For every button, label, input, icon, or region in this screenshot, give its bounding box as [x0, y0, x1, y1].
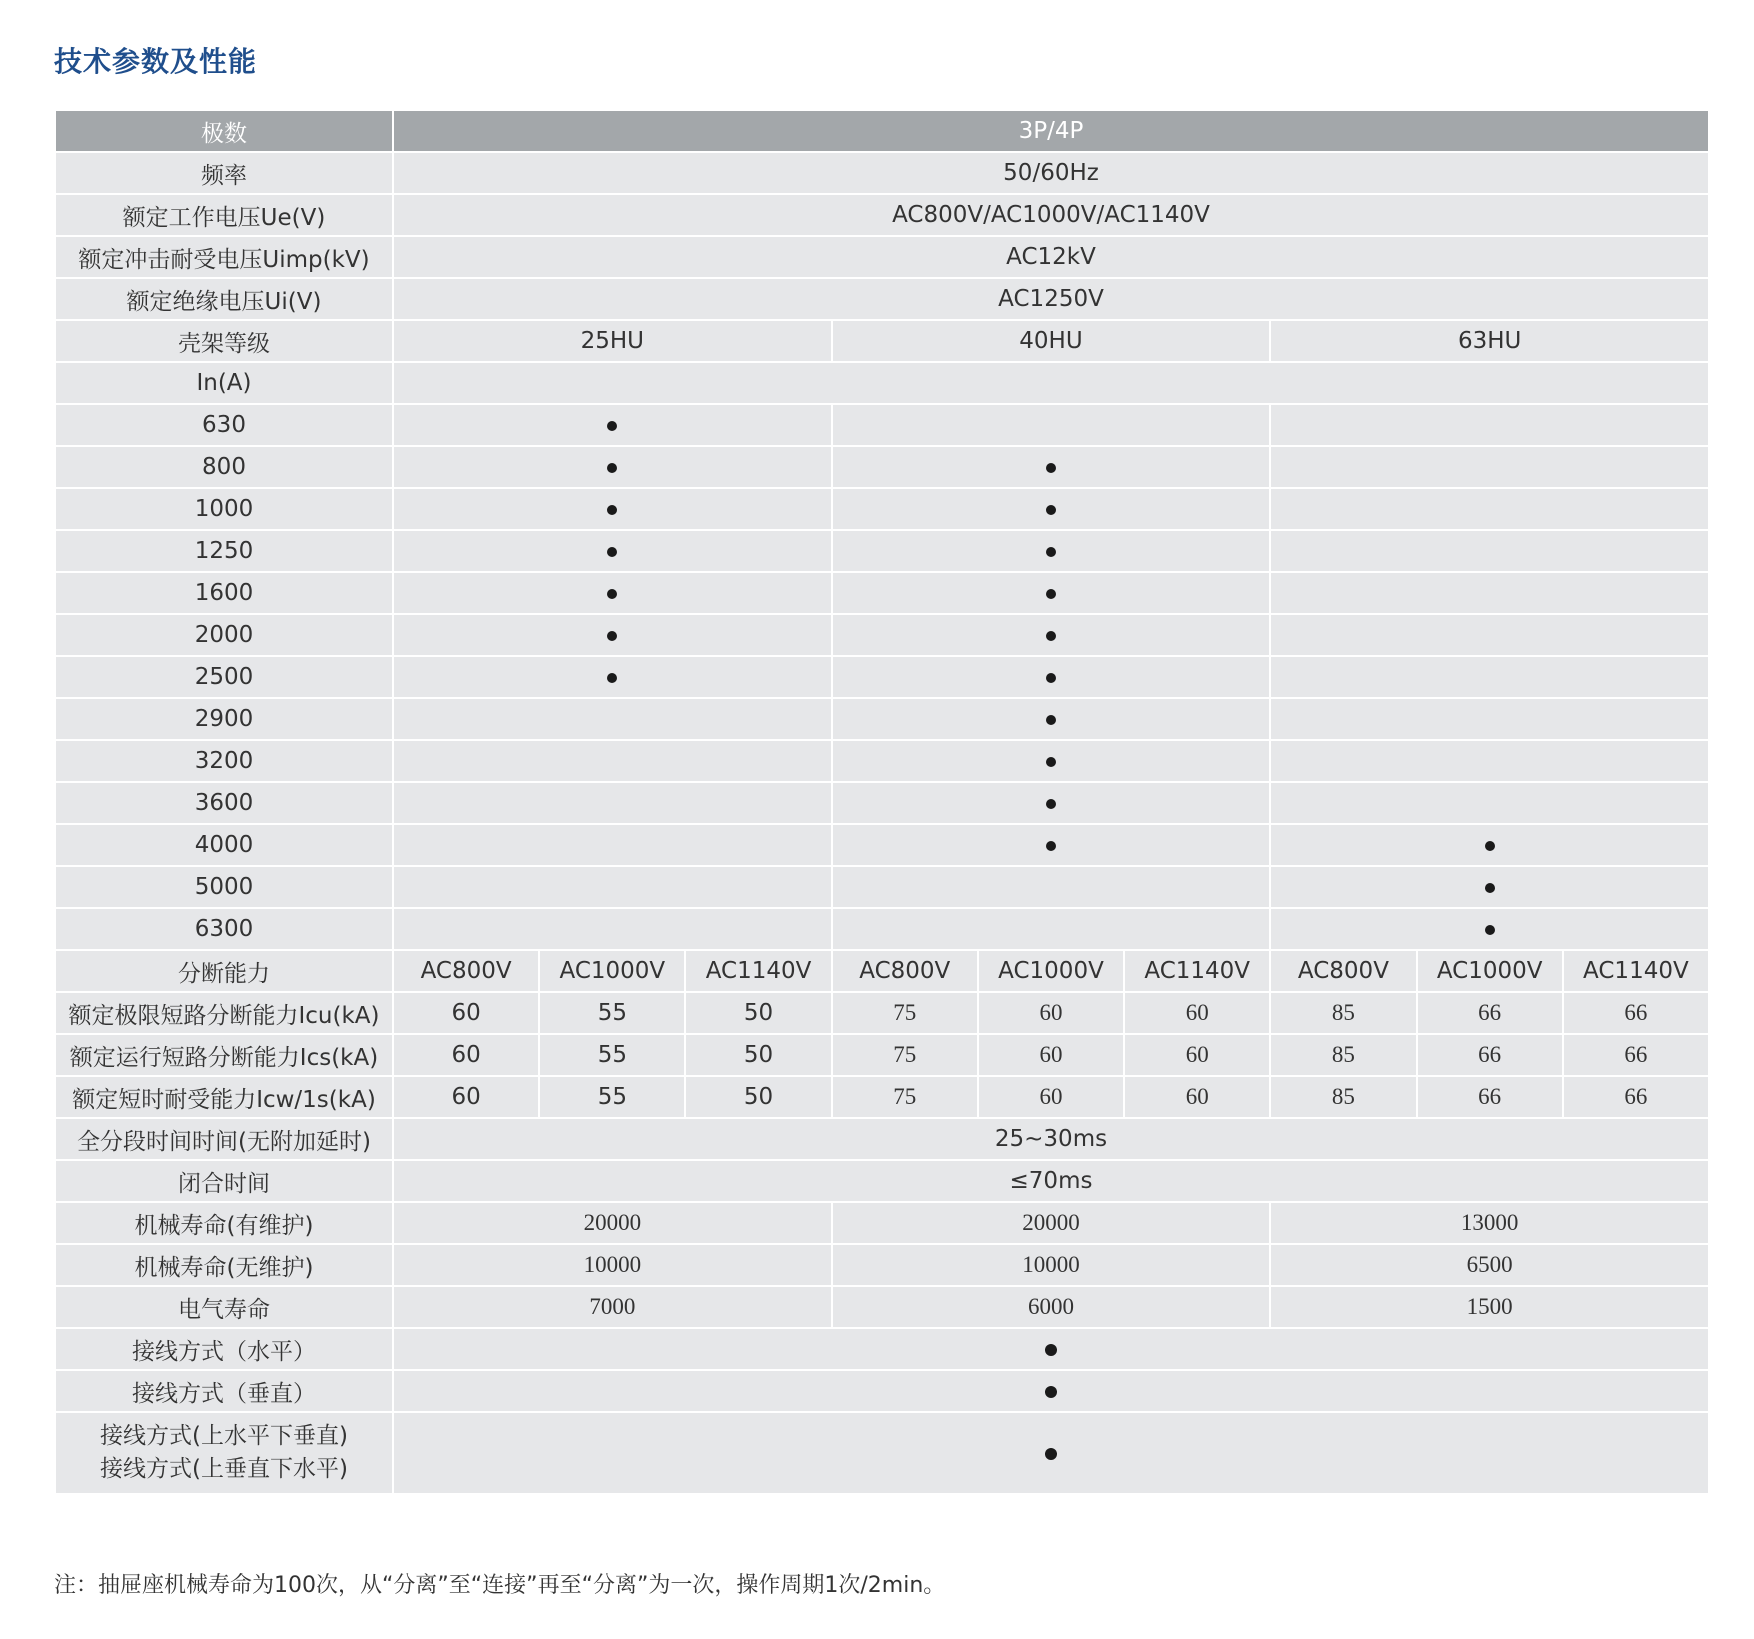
icu-cell: 60 — [978, 992, 1124, 1034]
bullet-icon — [1485, 883, 1495, 893]
row-label: 壳架等级 — [55, 320, 393, 362]
frame-availability-cell — [1270, 530, 1709, 572]
row-current — [55, 614, 1709, 656]
current-label: 800 — [55, 446, 393, 488]
row-current — [55, 908, 1709, 950]
life-cell: 10000 — [832, 1244, 1271, 1286]
row-label-line: 接线方式(上垂直下水平) — [100, 1456, 348, 1482]
row-label: 分断能力 — [55, 950, 393, 992]
row-ics — [55, 1034, 1709, 1076]
row-current — [55, 530, 1709, 572]
frame-availability-cell — [393, 446, 832, 488]
row-current — [55, 656, 1709, 698]
bullet-icon — [1046, 631, 1056, 641]
row-label: In(A) — [55, 362, 393, 404]
row-label: 全分段时间时间(无附加延时) — [55, 1118, 393, 1160]
frame-availability-cell — [1270, 698, 1709, 740]
row-value: 25~30ms — [393, 1118, 1709, 1160]
row-value-empty — [393, 362, 1709, 404]
current-label: 2000 — [55, 614, 393, 656]
frame-availability-cell — [1270, 572, 1709, 614]
frame-availability-cell — [1270, 614, 1709, 656]
row-label: 额定绝缘电压Ui(V) — [55, 278, 393, 320]
breaking-cell: AC800V — [393, 950, 539, 992]
life-cell: 10000 — [393, 1244, 832, 1286]
bullet-icon — [1046, 799, 1056, 809]
ics-cell: 60 — [1124, 1034, 1270, 1076]
frame-availability-cell — [393, 782, 832, 824]
life-cell: 20000 — [832, 1202, 1271, 1244]
bullet-icon — [1485, 925, 1495, 935]
row-value: AC1250V — [393, 278, 1709, 320]
row-label: 机械寿命(无维护) — [55, 1244, 393, 1286]
spec-table — [54, 109, 1710, 1495]
bullet-icon — [607, 505, 617, 515]
bullet-icon — [1046, 547, 1056, 557]
frame-availability-cell — [393, 908, 832, 950]
frame-availability-cell — [393, 740, 832, 782]
row-current — [55, 698, 1709, 740]
frame-availability-cell — [393, 614, 832, 656]
bullet-icon — [607, 589, 617, 599]
row-current — [55, 866, 1709, 908]
row-current — [55, 404, 1709, 446]
ics-cell: 55 — [539, 1034, 685, 1076]
current-label: 1000 — [55, 488, 393, 530]
row-current — [55, 488, 1709, 530]
bullet-icon — [1485, 841, 1495, 851]
frame-availability-cell — [832, 446, 1271, 488]
row-current — [55, 572, 1709, 614]
row-current — [55, 446, 1709, 488]
row-insulation-voltage — [55, 278, 1709, 320]
row-wiring-horizontal — [55, 1328, 1709, 1370]
bullet-icon — [1046, 715, 1056, 725]
frame-availability-cell — [832, 824, 1271, 866]
row-rated-voltage — [55, 194, 1709, 236]
ics-cell: 50 — [685, 1034, 831, 1076]
bullet-icon — [1045, 1386, 1057, 1398]
icu-cell: 66 — [1417, 992, 1563, 1034]
bullet-icon — [607, 631, 617, 641]
row-value: AC12kV — [393, 236, 1709, 278]
row-wiring-vertical — [55, 1370, 1709, 1412]
frame-availability-cell — [1270, 866, 1709, 908]
bullet-icon — [1046, 757, 1056, 767]
row-label: 电气寿命 — [55, 1286, 393, 1328]
bullet-icon — [607, 421, 617, 431]
bullet-icon — [1046, 505, 1056, 515]
row-label: 额定短时耐受能力Icw/1s(kA) — [55, 1076, 393, 1118]
frame-availability-cell — [1270, 446, 1709, 488]
row-breaking-capacity — [55, 950, 1709, 992]
frame-availability-cell — [393, 698, 832, 740]
current-label: 6300 — [55, 908, 393, 950]
frame-availability-cell — [393, 404, 832, 446]
ics-cell: 60 — [393, 1034, 539, 1076]
frame-availability-cell — [393, 530, 832, 572]
frame-availability-cell — [832, 908, 1271, 950]
row-mech-life-maint — [55, 1202, 1709, 1244]
icw-cell: 60 — [1124, 1076, 1270, 1118]
frame-availability-cell — [393, 656, 832, 698]
icu-cell: 66 — [1563, 992, 1709, 1034]
row-value — [393, 1370, 1709, 1412]
row-label: 额定运行短路分断能力Ics(kA) — [55, 1034, 393, 1076]
row-label — [55, 1412, 393, 1494]
row-value — [393, 1412, 1709, 1494]
row-value: AC800V/AC1000V/AC1140V — [393, 194, 1709, 236]
icw-cell: 66 — [1563, 1076, 1709, 1118]
bullet-icon — [1045, 1344, 1057, 1356]
frame-availability-cell — [832, 530, 1271, 572]
row-label: 额定工作电压Ue(V) — [55, 194, 393, 236]
breaking-cell: AC1000V — [539, 950, 685, 992]
row-current — [55, 824, 1709, 866]
current-label: 3200 — [55, 740, 393, 782]
frame-availability-cell — [1270, 740, 1709, 782]
icw-cell: 75 — [832, 1076, 978, 1118]
icw-cell: 50 — [685, 1076, 831, 1118]
life-cell: 1500 — [1270, 1286, 1709, 1328]
row-label: 频率 — [55, 152, 393, 194]
row-label: 机械寿命(有维护) — [55, 1202, 393, 1244]
row-mech-life-nomaint — [55, 1244, 1709, 1286]
frame-availability-cell — [393, 572, 832, 614]
icw-cell: 60 — [978, 1076, 1124, 1118]
bullet-icon — [1046, 589, 1056, 599]
life-cell: 6000 — [832, 1286, 1271, 1328]
breaking-cell: AC1000V — [978, 950, 1124, 992]
frame-availability-cell — [832, 572, 1271, 614]
row-icw — [55, 1076, 1709, 1118]
ics-cell: 85 — [1270, 1034, 1416, 1076]
frame-availability-cell — [1270, 656, 1709, 698]
frame-cell: 40HU — [832, 320, 1271, 362]
life-cell: 7000 — [393, 1286, 832, 1328]
bullet-icon — [607, 547, 617, 557]
current-label: 3600 — [55, 782, 393, 824]
frame-availability-cell — [832, 656, 1271, 698]
icu-cell: 60 — [1124, 992, 1270, 1034]
row-current — [55, 782, 1709, 824]
row-in-label — [55, 362, 1709, 404]
breaking-cell: AC1140V — [1563, 950, 1709, 992]
page-title: 技术参数及性能 — [54, 45, 258, 78]
current-label: 1250 — [55, 530, 393, 572]
row-close-time — [55, 1160, 1709, 1202]
row-label: 额定极限短路分断能力Icu(kA) — [55, 992, 393, 1034]
breaking-cell: AC1140V — [1124, 950, 1270, 992]
icu-cell: 60 — [393, 992, 539, 1034]
ics-cell: 66 — [1563, 1034, 1709, 1076]
row-label: 接线方式（水平） — [55, 1328, 393, 1370]
frame-availability-cell — [1270, 824, 1709, 866]
life-cell: 20000 — [393, 1202, 832, 1244]
frame-availability-cell — [832, 614, 1271, 656]
row-value: 3P/4P — [393, 110, 1709, 152]
ics-cell: 66 — [1417, 1034, 1563, 1076]
bullet-icon — [1046, 841, 1056, 851]
current-label: 2500 — [55, 656, 393, 698]
icu-cell: 55 — [539, 992, 685, 1034]
ics-cell: 75 — [832, 1034, 978, 1076]
frame-availability-cell — [832, 488, 1271, 530]
icw-cell: 55 — [539, 1076, 685, 1118]
row-label: 极数 — [55, 110, 393, 152]
row-impulse-voltage — [55, 236, 1709, 278]
bullet-icon — [1045, 1448, 1057, 1460]
frame-cell: 25HU — [393, 320, 832, 362]
icw-cell: 66 — [1417, 1076, 1563, 1118]
life-cell: 6500 — [1270, 1244, 1709, 1286]
footnote: 注：抽屉座机械寿命为100次，从“分离”至“连接”再至“分离”为一次，操作周期1次/2min。 — [54, 1573, 946, 1598]
icu-cell: 85 — [1270, 992, 1416, 1034]
current-label: 4000 — [55, 824, 393, 866]
row-wiring-mixed — [55, 1412, 1709, 1494]
row-label: 闭合时间 — [55, 1160, 393, 1202]
frame-availability-cell — [832, 740, 1271, 782]
frame-availability-cell — [393, 824, 832, 866]
row-label: 额定冲击耐受电压Uimp(kV) — [55, 236, 393, 278]
row-value: ≤70ms — [393, 1160, 1709, 1202]
icu-cell: 50 — [685, 992, 831, 1034]
icw-cell: 60 — [393, 1076, 539, 1118]
breaking-cell: AC800V — [832, 950, 978, 992]
frame-availability-cell — [393, 866, 832, 908]
frame-availability-cell — [832, 698, 1271, 740]
row-label-line: 接线方式(上水平下垂直) — [100, 1423, 348, 1449]
current-label: 630 — [55, 404, 393, 446]
current-label: 2900 — [55, 698, 393, 740]
row-current — [55, 740, 1709, 782]
frame-availability-cell — [832, 782, 1271, 824]
frame-availability-cell — [393, 488, 832, 530]
ics-cell: 60 — [978, 1034, 1124, 1076]
frame-availability-cell — [832, 404, 1271, 446]
row-value: 50/60Hz — [393, 152, 1709, 194]
row-icu — [55, 992, 1709, 1034]
row-frequency — [55, 152, 1709, 194]
bullet-icon — [1046, 463, 1056, 473]
row-frame-size — [55, 320, 1709, 362]
breaking-cell: AC1140V — [685, 950, 831, 992]
row-elec-life — [55, 1286, 1709, 1328]
bullet-icon — [607, 673, 617, 683]
life-cell: 13000 — [1270, 1202, 1709, 1244]
row-label: 接线方式（垂直） — [55, 1370, 393, 1412]
row-poles — [55, 110, 1709, 152]
icw-cell: 85 — [1270, 1076, 1416, 1118]
row-break-time — [55, 1118, 1709, 1160]
frame-availability-cell — [1270, 404, 1709, 446]
frame-availability-cell — [1270, 782, 1709, 824]
breaking-cell: AC1000V — [1417, 950, 1563, 992]
bullet-icon — [1046, 673, 1056, 683]
bullet-icon — [607, 463, 617, 473]
breaking-cell: AC800V — [1270, 950, 1416, 992]
current-label: 5000 — [55, 866, 393, 908]
frame-availability-cell — [1270, 488, 1709, 530]
frame-availability-cell — [1270, 908, 1709, 950]
row-value — [393, 1328, 1709, 1370]
current-label: 1600 — [55, 572, 393, 614]
frame-cell: 63HU — [1270, 320, 1709, 362]
icu-cell: 75 — [832, 992, 978, 1034]
frame-availability-cell — [832, 866, 1271, 908]
